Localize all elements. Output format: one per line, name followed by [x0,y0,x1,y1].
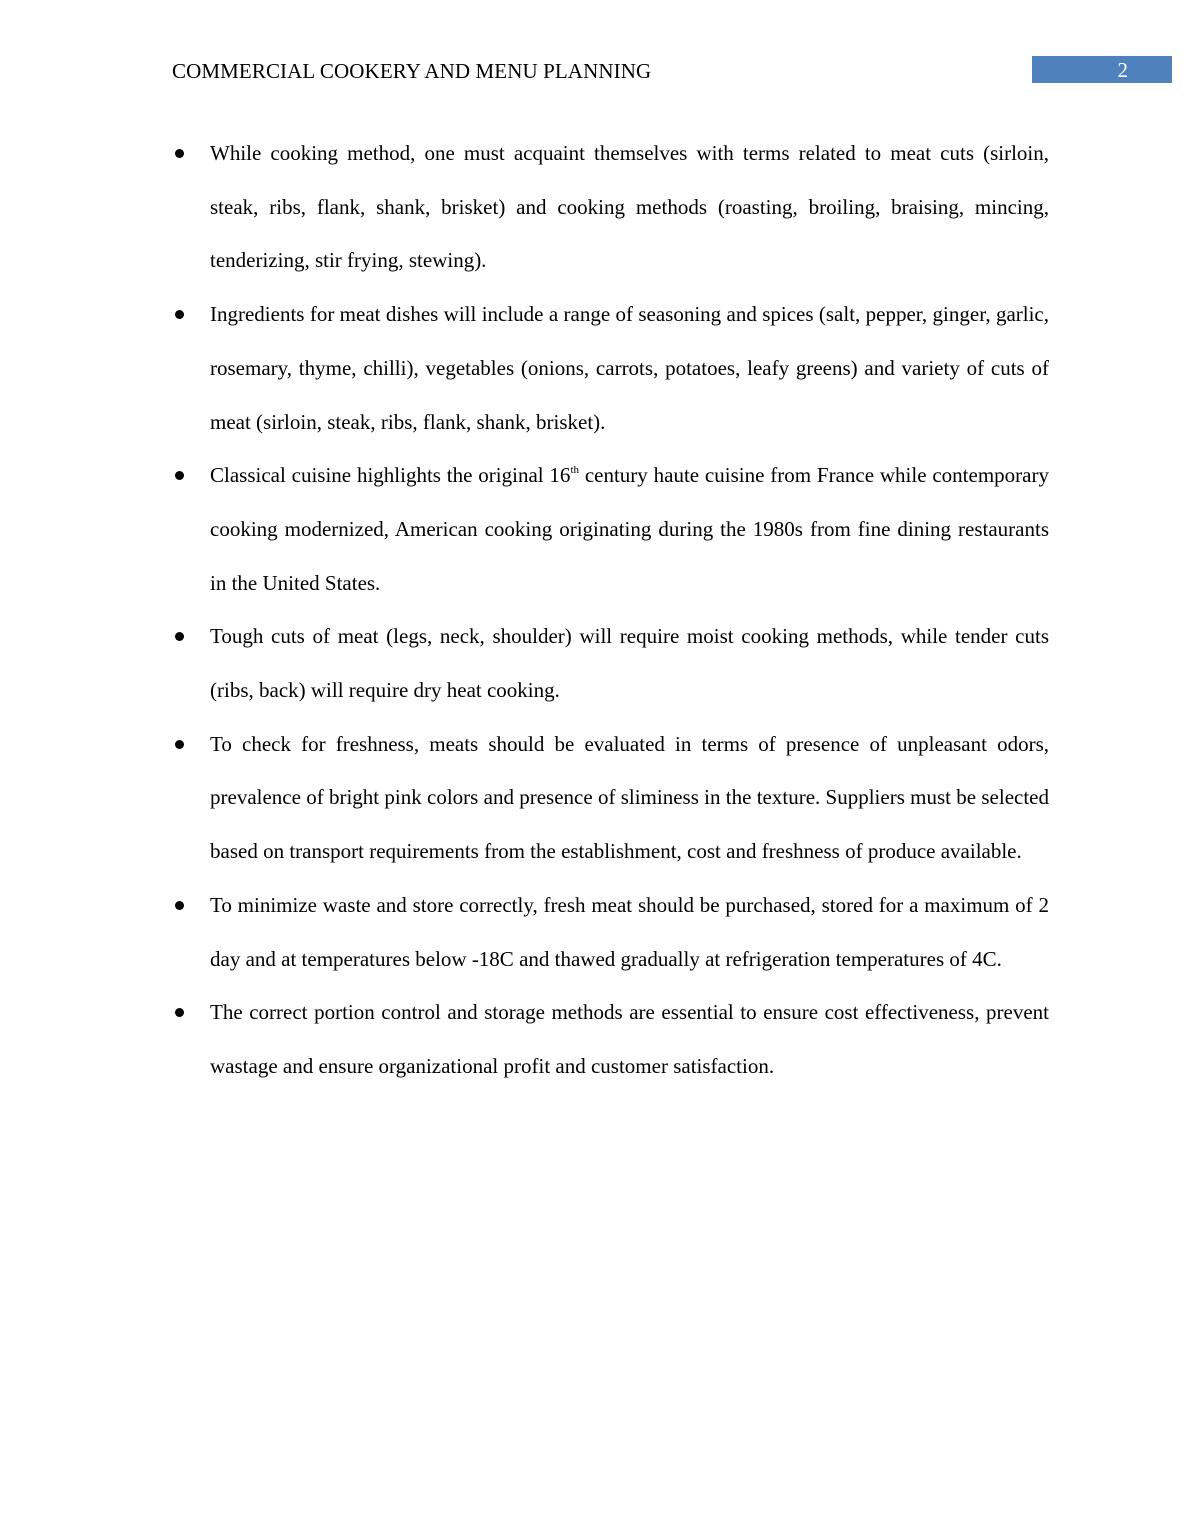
list-item-text: The correct portion control and storage methods are essential to ensure cost effectiveness, prevent wastage and ensure organizational profit and customer satisfaction. [210,1000,1049,1078]
bullet-icon [175,632,184,641]
superscript: th [570,464,579,477]
page-number-box [1032,56,1172,83]
bullet-icon [175,901,184,910]
list-item-text: Tough cuts of meat (legs, neck, shoulder) will require moist cooking methods, while tender cuts (ribs, back) will require dry heat cooking. [210,624,1049,703]
list-item [172,127,1049,288]
list-item [172,718,1049,879]
list-item-text: While cooking method, one must acquaint themselves with terms related to meat cuts (sirloin, steak, ribs, flank, shank, brisket) and cooking methods (roasting, broiling, braising, mincing, tenderizing, stir frying, stewing). [210,141,1049,273]
list-item-text: Ingredients for meat dishes will include a range of seasoning and spices (salt, pepper, ginger, garlic, rosemary, thyme, chilli), vegetables (onions, carrots, potatoes, leafy greens) and variety of cuts of meat (sirloin, steak, ribs, flank, shank, brisket). [210,302,1049,434]
list-item-text: To check for freshness, meats should be evaluated in terms of presence of unpleasant odors, prevalence of bright pink colors and presence of sliminess in the texture. Suppliers must be selected based on transport requirements from the establishment, cost and freshness of produce available. [210,731,1049,864]
bullet-icon [175,149,184,158]
running-head-title: COMMERCIAL COOKERY AND MENU PLANNING [172,59,652,83]
list-item [172,879,1049,986]
list-item [172,986,1049,1093]
list-item [172,610,1049,717]
list-item [172,449,1049,610]
bullet-icon [175,471,184,480]
bullet-list [172,127,1049,1094]
list-item-text-after: century haute cuisine from France while contemporary cooking modernized, American cooking originating during the 1980s from fine dining restaurants in the United States. [210,463,1049,595]
bullet-icon [175,740,184,749]
bullet-icon [175,310,184,319]
list-item-text: To minimize waste and store correctly, fresh meat should be purchased, stored for a maximum of 2 day and at temperatures below -18C and thawed gradually at refrigeration temperatures of 4C. [210,892,1049,971]
page-number: 2 [1117,58,1128,82]
list-item [172,288,1049,449]
page-header [172,56,1172,86]
list-item-text-before: Classical cuisine highlights the original 16 [210,463,571,488]
bullet-icon [175,1008,184,1017]
